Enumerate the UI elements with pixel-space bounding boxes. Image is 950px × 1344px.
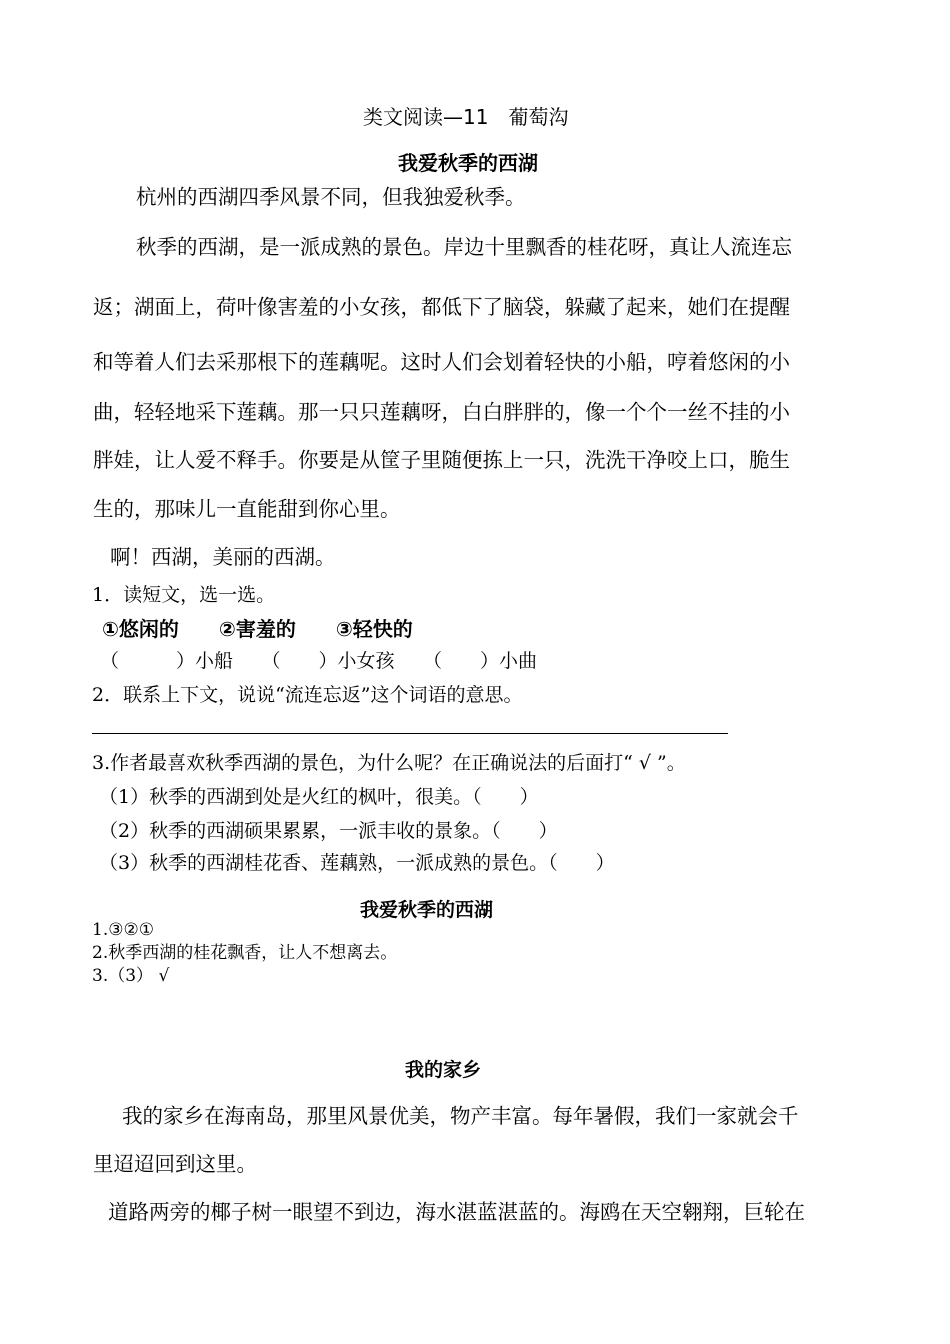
passage1-line: 生的，那味儿一直能甜到你心里。 <box>93 497 401 521</box>
passage1-line: 曲，轻轻地采下莲藕。那一只只莲藕呀，白白胖胖的，像一个个一丝不挂的小 <box>93 400 790 424</box>
passage1-line: 返；湖面上，荷叶像害羞的小女孩，都低下了脑袋，躲藏了起来，她们在提醒 <box>93 295 790 319</box>
passage2-line: 里迢迢回到这里。 <box>93 1152 257 1176</box>
question-3-option[interactable]: （1）秋季的西湖到处是火红的枫叶，很美。（ ） <box>99 786 539 808</box>
answer-item: 2.秋季西湖的桂花飘香，让人不想离去。 <box>92 943 398 963</box>
answer-item: 1.③②① <box>92 920 154 940</box>
answers-title: 我爱秋季的西湖 <box>360 899 494 921</box>
passage1-line: 和等着人们去采那根下的莲藕呢。这时人们会划着轻快的小船，哼着悠闲的小 <box>93 350 790 374</box>
answer-line[interactable] <box>92 733 728 734</box>
question-3: 3.作者最喜欢秋季西湖的景色，为什么呢？在正确说法的后面打“ √ ”。 <box>92 752 686 774</box>
question-1: 1．读短文，选一选。 <box>92 584 276 606</box>
passage2-title: 我的家乡 <box>405 1059 482 1081</box>
question-2: 2．联系上下文，说说“流连忘返”这个词语的意思。 <box>92 684 523 706</box>
passage1-title: 我爱秋季的西湖 <box>398 151 538 175</box>
worksheet-header: 类文阅读—11 葡萄沟 <box>363 105 569 129</box>
question-1-blanks[interactable]: （ ）小船 （ ）小女孩 （ ）小曲 <box>100 650 538 672</box>
passage2-line: 我的家乡在海南岛，那里风景优美，物产丰富。每年暑假，我们一家就会千 <box>122 1104 799 1128</box>
passage1-line: 胖娃，让人爱不释手。你要是从筐子里随便拣上一只，洗洗干净咬上口，脆生 <box>93 448 790 472</box>
question-3-option[interactable]: （2）秋季的西湖硕果累累，一派丰收的景象。（ ） <box>99 820 558 842</box>
passage2-line: 道路两旁的椰子树一眼望不到边，海水湛蓝湛蓝的。海鸥在天空翱翔，巨轮在 <box>108 1200 805 1224</box>
passage1-line: 秋季的西湖，是一派成熟的景色。岸边十里飘香的桂花呀，真让人流连忘 <box>136 235 792 259</box>
question-3-option[interactable]: （3）秋季的西湖桂花香、莲藕熟，一派成熟的景色。（ ） <box>99 852 615 874</box>
passage1-line: 啊！西湖，美丽的西湖。 <box>110 545 336 569</box>
answer-item: 3.（3） √ <box>92 966 170 986</box>
passage1-line: 杭州的西湖四季风景不同，但我独爱秋季。 <box>136 185 526 209</box>
question-1-options: ①悠闲的 ②害羞的 ③轻快的 <box>102 617 413 641</box>
